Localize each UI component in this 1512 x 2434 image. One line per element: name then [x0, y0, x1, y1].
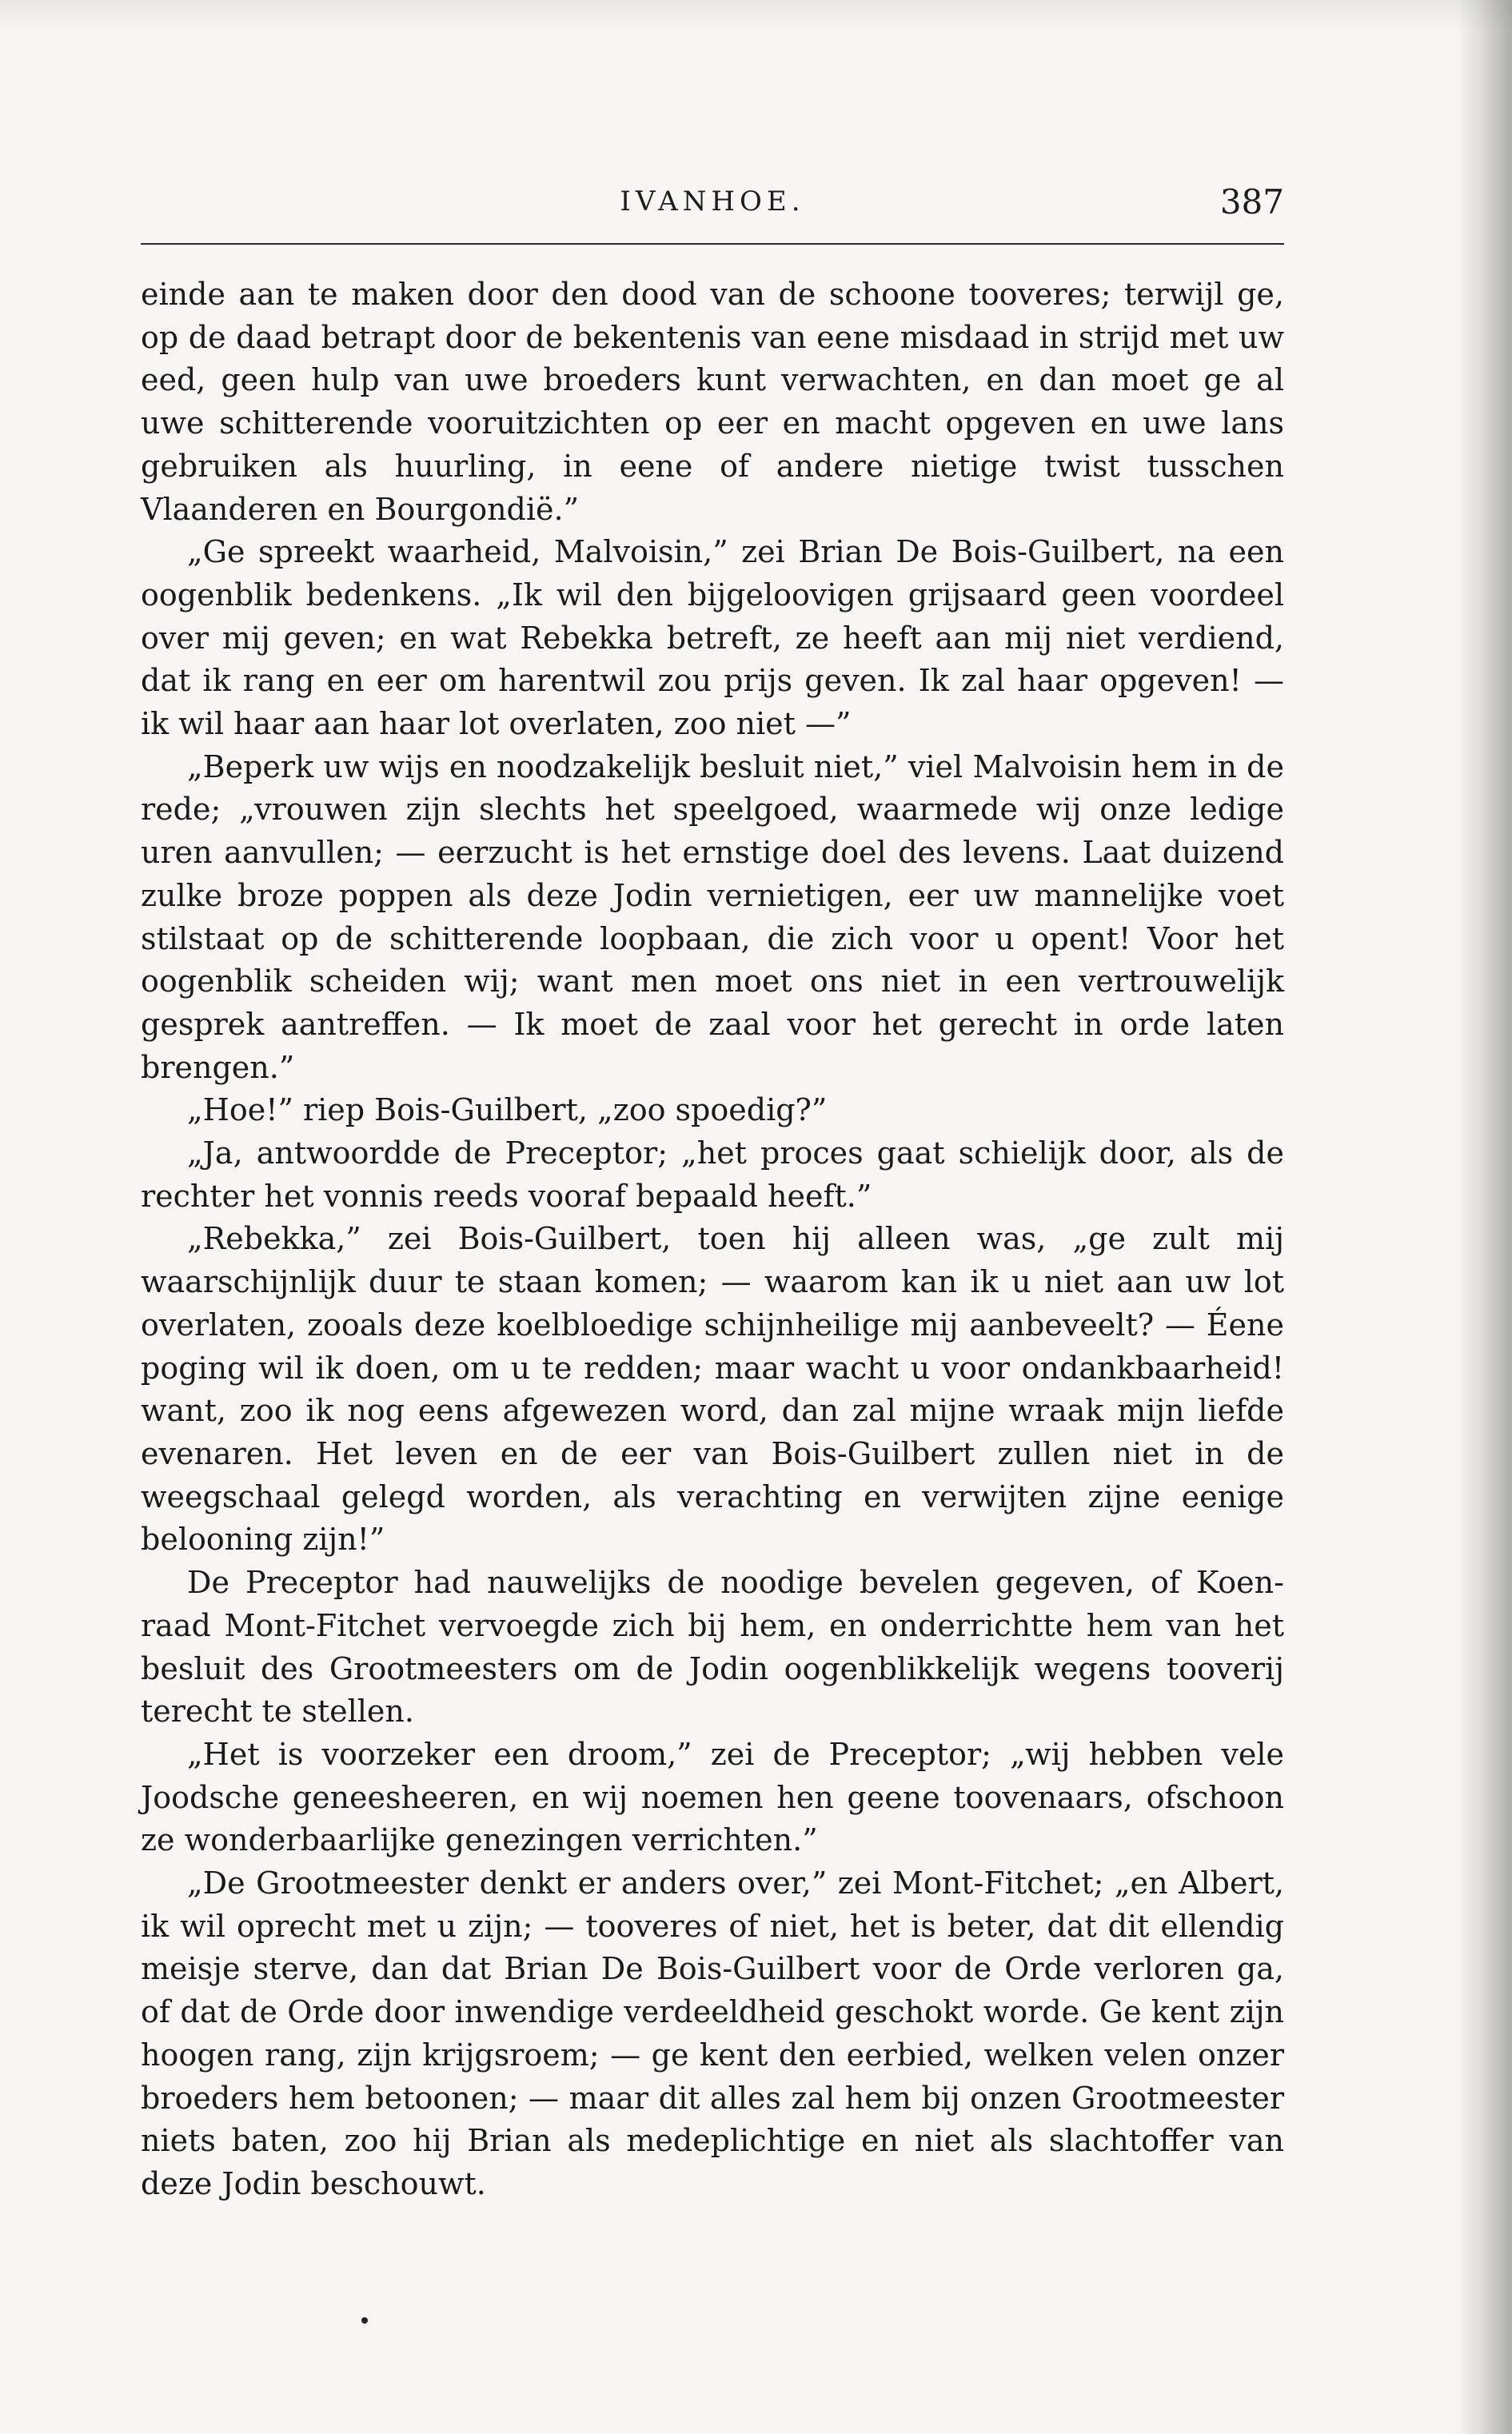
header-rule	[141, 243, 1284, 245]
paragraph: „Hoe!” riep Bois-Guilbert, „zoo spoedig?”	[187, 1092, 828, 1128]
paragraph: „Rebekka,” zei Bois-Guilbert, toen hij alleen was, „ge zult mij waarschijnlijk duur te staan komen; — waarom kan ik u niet aan uw lot overlaten, zooals deze koelbloedige schijnheilige mij aanbeveelt? — Éene poging wil ik doen, om u te redden; maar wacht u voor ondankbaarheid! want, zoo ik nog eens afgewezen word, dan zal mijne wraak mijn liefde evenaren. Het leven en de eer van Bois-Guilbert zullen niet in de weegschaal gelegd worden, als verachting en verwijten zijne eenige belooning zijn!”	[141, 1221, 1284, 1558]
page-number: 387	[1219, 182, 1284, 221]
page-header	[141, 182, 1284, 232]
body-text	[141, 273, 1284, 2206]
page-edge-shadow	[1456, 0, 1512, 2434]
running-title: IVANHOE.	[620, 186, 805, 217]
paragraph: einde aan te maken door den dood van de schoone tooveres; terwijl ge, op de daad betrapt door de bekentenis van eene misdaad in strijd met uw eed, geen hulp van uwe broeders kunt verwachten, en dan moet ge al uwe schitterende vooruitzichten op eer en macht opgeven en uwe lans gebruiken als huurling, in eene of andere nietige twist tusschen Vlaanderen en Bourgondië.”	[141, 277, 1284, 527]
paragraph: „Ja, antwoordde de Preceptor; „het proces gaat schielijk door, als de rechter het vonnis reeds vooraf bepaald heeft.”	[141, 1135, 1284, 1214]
paragraph: De Preceptor had nauwelijks de noodige bevelen gegeven, of Koenraad Mont-Fitchet vervoegde zich bij hem, en onderrichtte hem van het besluit des Grootmeesters om de Jodin oogenblikkelijk wegens tooverij terecht te stellen.	[141, 1565, 1284, 1730]
paragraph: „Het is voorzeker een droom,” zei de Preceptor; „wij hebben vele Joodsche geneesheeren, en wij noemen hen geene toovenaars, ofschoon ze wonderbaarlijke genezingen verrichten.”	[141, 1736, 1284, 1858]
paragraph: „Beperk uw wijs en noodzakelijk besluit niet,” viel Malvoisin hem in de rede; „vrouwen zijn slechts het speelgoed, waarmede wij onze ledige uren aanvullen; — eerzucht is het ernstige doel des levens. Laat duizend zulke broze poppen als deze Jodin vernietigen, eer uw mannelijke voet stilstaat op de schitterende loopbaan, die zich voor u opent! Voor het oogenblik scheiden wij; want men moet ons niet in een vertrouwelijk gesprek aantreffen. — Ik moet de zaal voor het gerecht in orde laten brengen.”	[141, 748, 1284, 1085]
paragraph: „Ge spreekt waarheid, Malvoisin,” zei Brian De Bois-Guilbert, na een oogenblik bedenkens. „Ik wil den bijgeloovigen grijsaard geen voordeel over mij geven; en wat Rebekka betreft, ze heeft aan mij niet verdiend, dat ik rang en eer om harentwil zou prijs geven. Ik zal haar opgeven! — ik wil haar aan haar lot overlaten, zoo niet —”	[141, 534, 1284, 742]
paragraph: „De Grootmeester denkt er anders over,” zei Mont-Fitchet; „en Albert, ik wil oprecht met u zijn; — tooveres of niet, het is beter, dat dit ellendig meisje sterve, dan dat Brian De Bois-Guilbert voor de Orde verloren ga, of dat de Orde door inwendige verdeeldheid geschokt worde. Ge kent zijn hoogen rang, zijn krijgsroem; — ge kent den eerbied, welken velen onzer broeders hem betoonen; — maar dit alles zal hem bij onzen Grootmeester niets baten, zoo hij Brian als medeplichtige en niet als slachtoffer van deze Jodin beschouwt.	[141, 1865, 1284, 2201]
ink-speck	[361, 2317, 368, 2324]
page-top-shadow	[0, 0, 1512, 32]
